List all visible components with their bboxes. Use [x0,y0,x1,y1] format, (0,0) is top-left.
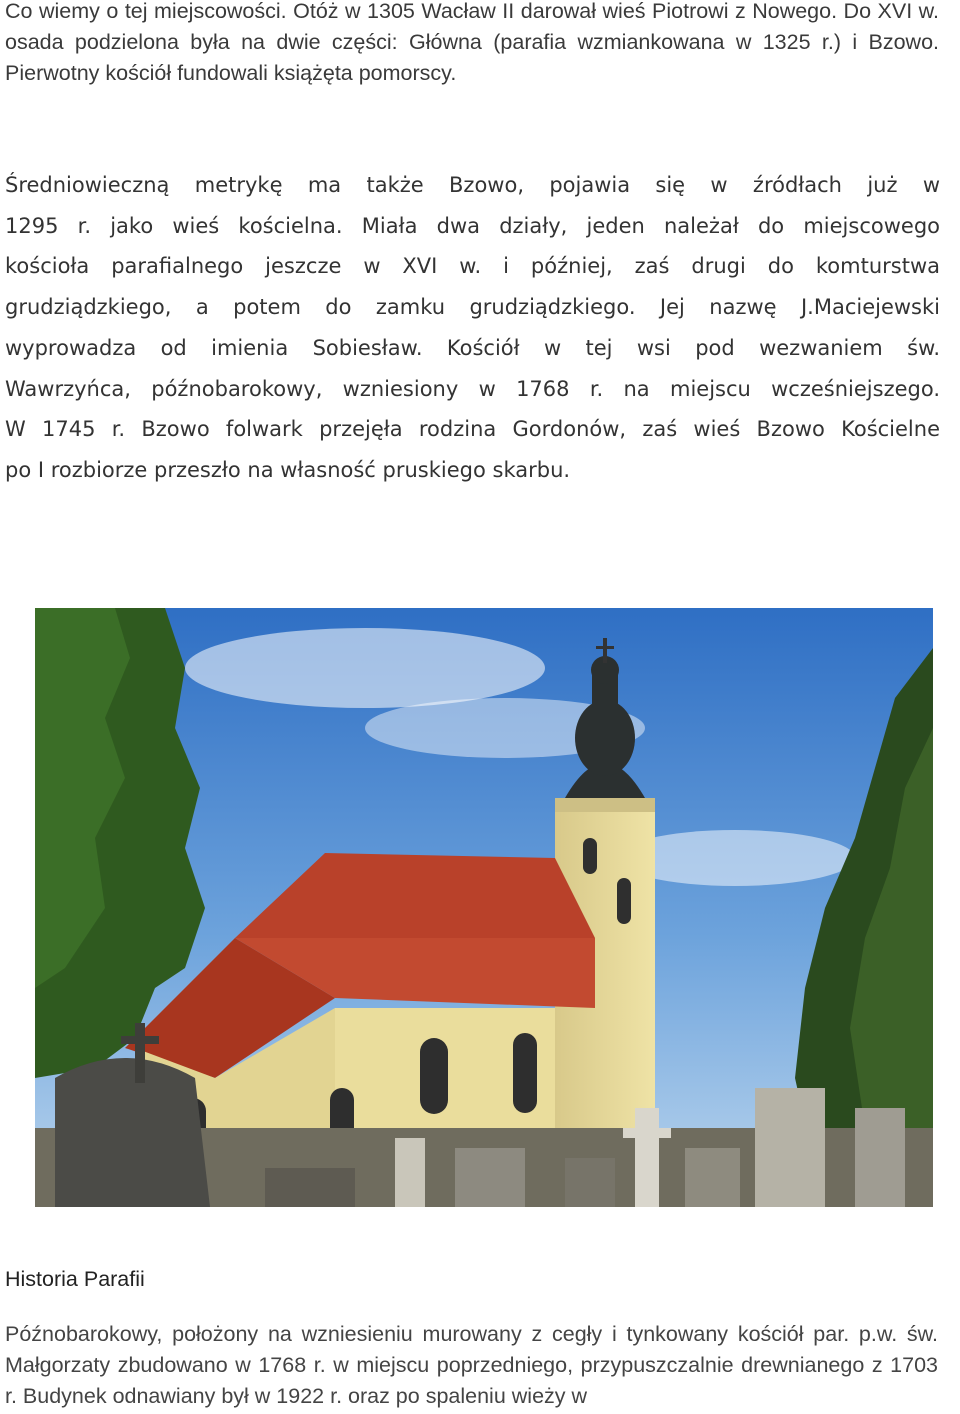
history-line: Średniowieczną metrykę ma także Bzowo, pojawia się w źródłach już w [5,173,940,197]
history-line: wyprowadza od imienia Sobiesław. Kościół w tej wsi pod wezwaniem św. [5,335,940,360]
history-line: grudziądzkiego, a potem do zamku grudziądzkiego. Jej nazwę J.Maciejewski [5,295,940,320]
history-line: Wawrzyńca, późnobarokowy, wzniesiony w 1768 r. na miejscu wcześniejszego. [5,376,940,401]
history-line: po I rozbiorze przeszło na własność pruskiego skarbu. [5,457,571,482]
church-photo [35,608,933,1207]
history-line: W 1745 r. Bzowo folwark przejęła rodzina Gordonów, zaś wieś Bzowo Kościelne [5,417,940,442]
intro-paragraph: Co wiemy o tej miejscowości. Otóż w 1305 Wacław II darował wieś Piotrowi z Nowego. Do XVI w. osada podzielona była na dwie części: Główna (parafia wzmiankowana w 1325 r.) i Bzowo. Pierwotny kościół fundowali książęta pomorscy. [5,0,939,85]
history-paragraph [5,165,940,491]
history-line: 1295 r. jako wieś kościelna. Miała dwa działy, jeden należał do miejscowego [5,213,940,238]
section-heading: Historia Parafii [5,1267,145,1291]
history-line: kościoła parafialnego jeszcze w XVI w. i później, zaś drugi do komturstwa [5,254,940,279]
parish-paragraph: Późnobarokowy, położony na wzniesieniu murowany z cegły i tynkowany kościół par. p.w. św. Małgorzaty zbudowano w 1768 r. w miejscu poprzedniego, przypuszczalnie drewnianego z 1703 r. Budynek odnawiany był w 1922 r. oraz po spaleniu wieży w [5,1322,938,1408]
